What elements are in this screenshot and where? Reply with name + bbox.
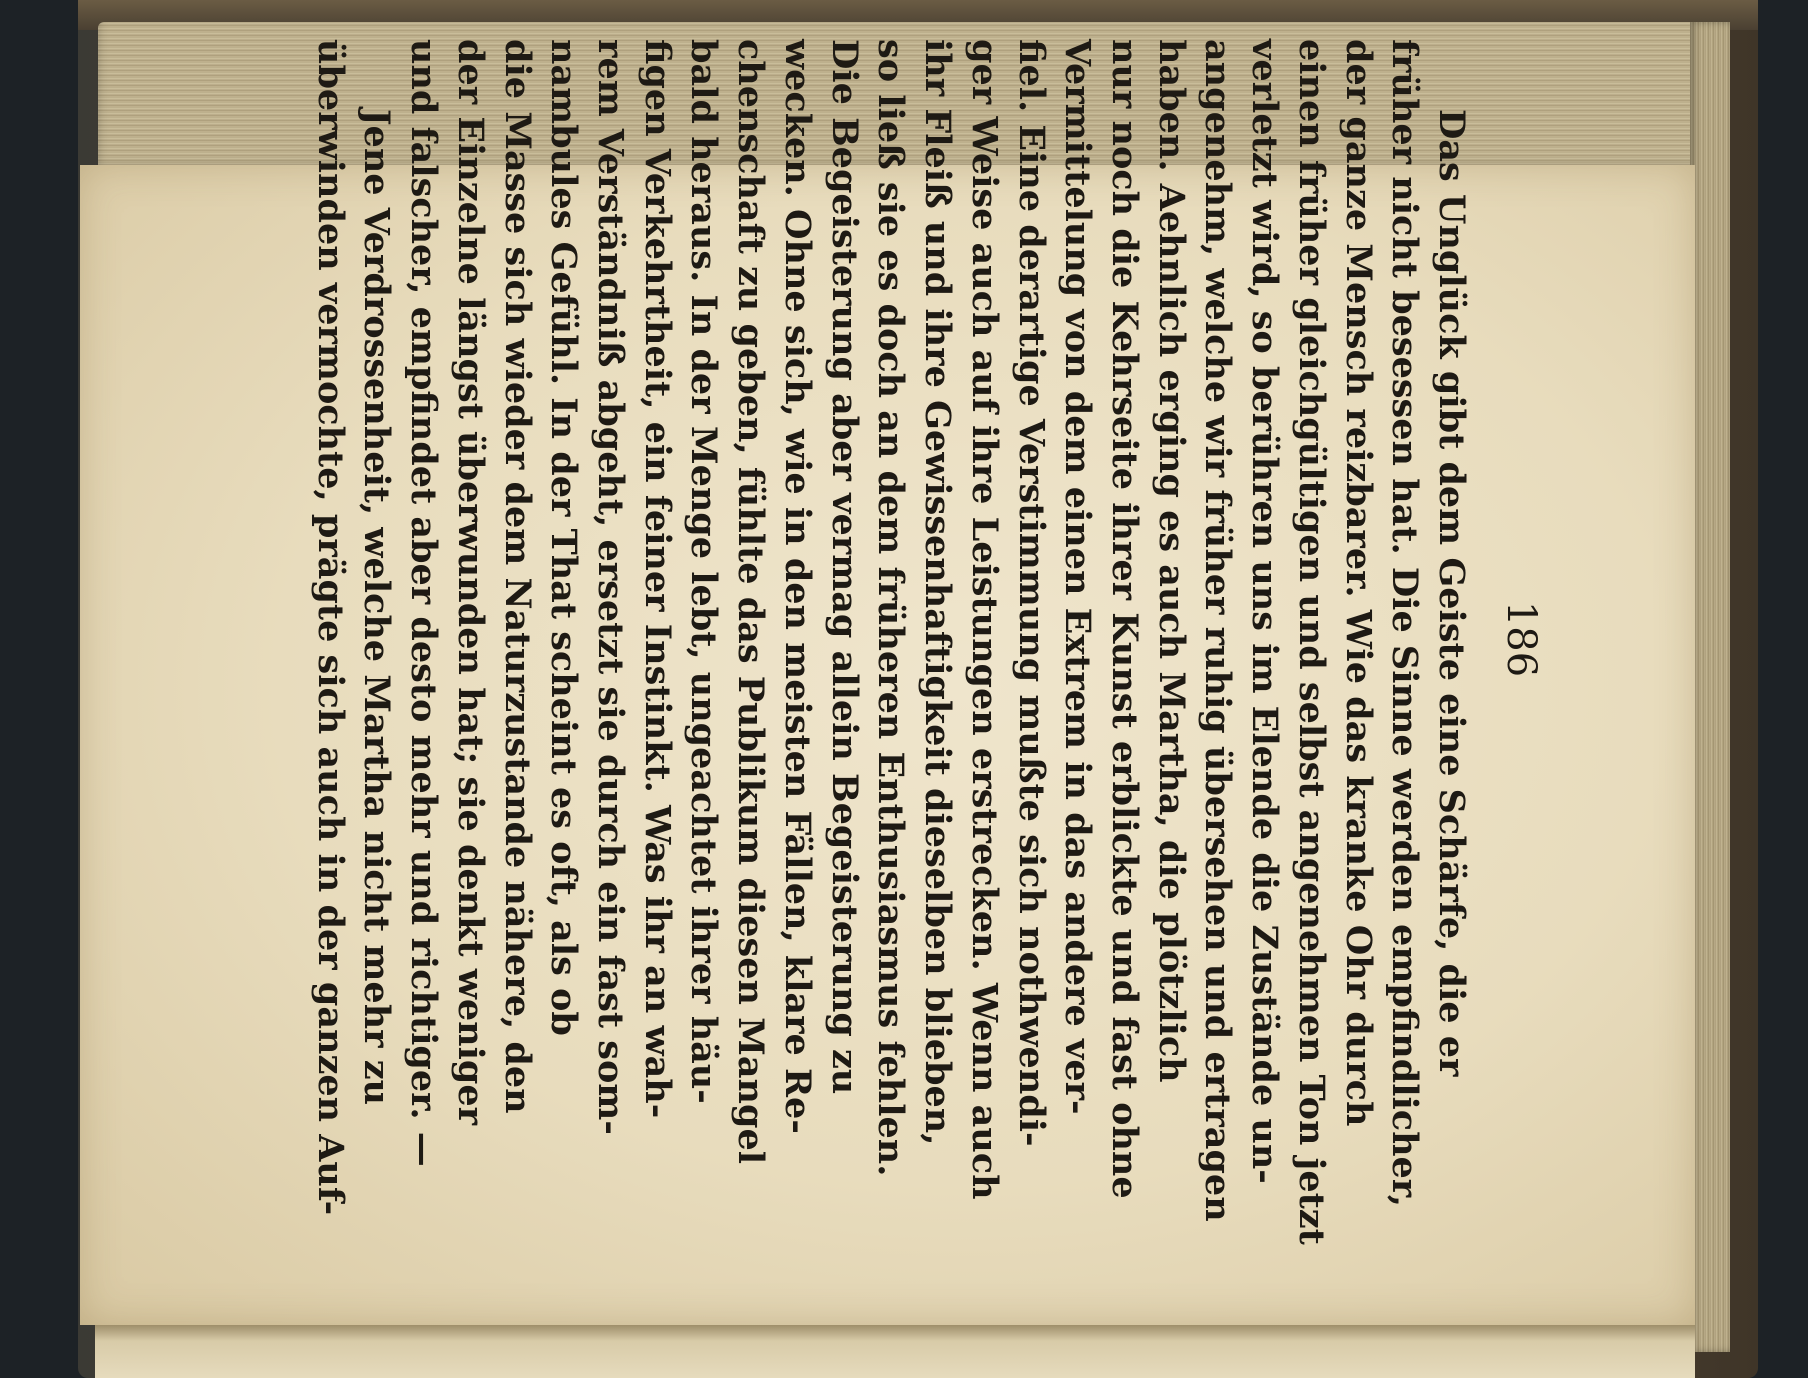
text-line: angenehm, welche wir früher ruhig übersehen und ertragen bbox=[1197, 39, 1239, 1222]
page-edges-right bbox=[1690, 22, 1730, 1352]
text-line: haben. Aehnlich erging es auch Martha, die plötzlich bbox=[1150, 39, 1192, 1083]
text-line: die Masse sich wieder dem Naturzustande nähere, den bbox=[496, 39, 538, 1114]
text-line: wecken. Ohne sich, wie in den meisten Fällen, klare Re- bbox=[776, 39, 818, 1134]
text-line: Jene Verdrossenheit, welche Martha nicht mehr zu bbox=[356, 109, 398, 1106]
text-line: der ganze Mensch reizbarer. Wie das kranke Ohr durch bbox=[1337, 39, 1379, 1127]
text-line: früher nicht besessen hat. Die Sinne werden empfindlicher, bbox=[1384, 39, 1426, 1207]
text-line: und falscher, empfindet aber desto mehr und richtiger. — bbox=[403, 39, 445, 1167]
text-line: fiel. Eine derartige Verstimmung mußte sich nothwendi- bbox=[1010, 39, 1052, 1147]
text-line: nur noch die Kehrseite ihrer Kunst erblickte und fast ohne bbox=[1103, 39, 1145, 1199]
page-number: 186 bbox=[1498, 600, 1544, 678]
page-text-block bbox=[309, 39, 1544, 1245]
text-line: figen Verkehrtheit, ein feiner Instinkt. Was ihr an wah- bbox=[636, 39, 678, 1119]
text-line: überwinden vermochte, prägte sich auch in der ganzen Auf- bbox=[309, 39, 351, 1216]
text-line: Vermittelung von dem einen Extrem in das andere ver- bbox=[1057, 39, 1099, 1115]
facing-page-edge bbox=[95, 1325, 1695, 1378]
text-line: nambules Gefühl. In der That scheint es oft, als ob bbox=[543, 39, 585, 1036]
text-line: der Einzelne längst überwunden hat; sie denkt weniger bbox=[449, 39, 491, 1126]
text-line: ger Weise auch auf ihre Leistungen erstrecken. Wenn auch bbox=[963, 39, 1005, 1200]
text-line: chenschaft zu geben, fühlte das Publikum diesen Mangel bbox=[730, 39, 772, 1165]
text-line: verletzt wird, so berühren uns im Elende die Zustände un- bbox=[1244, 39, 1286, 1184]
text-line: so ließ sie es doch an dem früheren Enthusiasmus fehlen. bbox=[870, 39, 912, 1177]
text-line: einen früher gleichgültigen und selbst angenehmen Ton jetzt bbox=[1290, 39, 1332, 1245]
text-line: bald heraus. In der Menge lebt, ungeachtet ihrer häu- bbox=[683, 39, 725, 1104]
text-line: Die Begeisterung aber vermag allein Begeisterung zu bbox=[823, 39, 865, 1095]
text-line: rem Verständniß abgeht, ersetzt sie durch ein fast som- bbox=[590, 39, 632, 1135]
text-line: Das Unglück gibt dem Geiste eine Schärfe, die er bbox=[1431, 109, 1472, 1077]
paragraph bbox=[306, 39, 1474, 1245]
text-line: ihr Fleiß und ihre Gewissenhaftigkeit dieselben blieben, bbox=[917, 39, 959, 1146]
